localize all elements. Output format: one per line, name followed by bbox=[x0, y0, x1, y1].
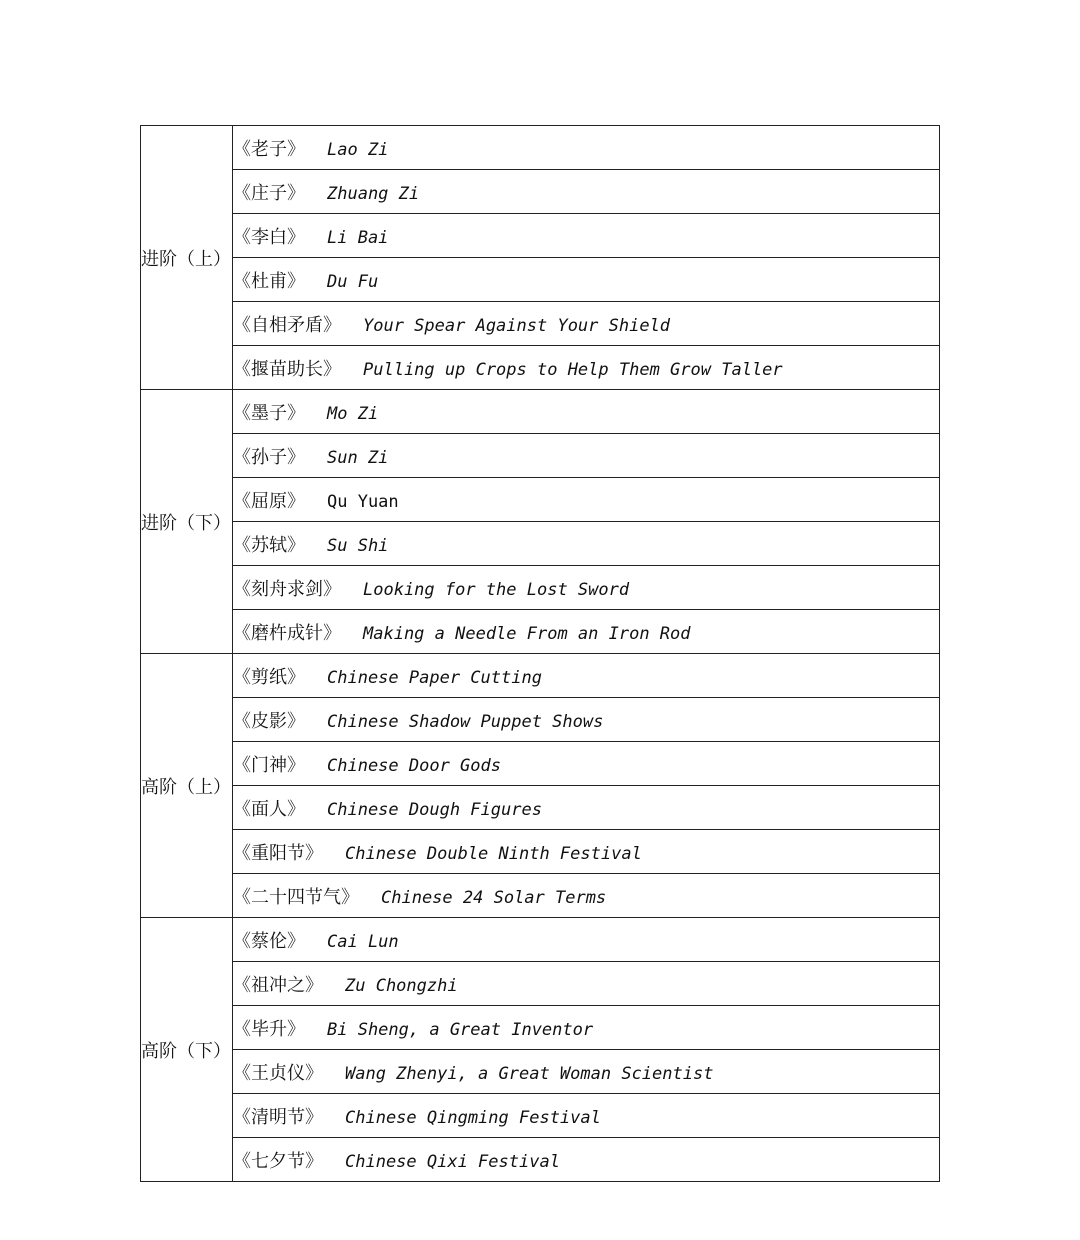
table-row bbox=[141, 434, 940, 478]
table-row bbox=[141, 1094, 940, 1138]
table-row bbox=[141, 786, 940, 830]
lesson-title-chinese: 《李白》 bbox=[233, 226, 305, 248]
lesson-title-english: Zhuang Zi bbox=[327, 183, 420, 204]
lesson-title-chinese: 《七夕节》 bbox=[233, 1150, 323, 1172]
lesson-title-cell bbox=[233, 1006, 940, 1050]
lesson-title-english: Chinese Door Gods bbox=[327, 755, 501, 776]
table-row bbox=[141, 742, 940, 786]
table-row bbox=[141, 258, 940, 302]
lesson-title-cell bbox=[233, 1138, 940, 1182]
lesson-title-cell bbox=[233, 258, 940, 302]
lesson-title-cell bbox=[233, 302, 940, 346]
table-row bbox=[141, 214, 940, 258]
lesson-title-chinese: 《毕升》 bbox=[233, 1018, 305, 1040]
lesson-title-chinese: 《清明节》 bbox=[233, 1106, 323, 1128]
lesson-title-cell bbox=[233, 918, 940, 962]
lesson-title-cell bbox=[233, 1094, 940, 1138]
lesson-title-chinese: 《苏轼》 bbox=[233, 534, 305, 556]
table-row bbox=[141, 830, 940, 874]
level-label: 高阶（上） bbox=[141, 654, 233, 918]
table-row bbox=[141, 302, 940, 346]
table-row bbox=[141, 1050, 940, 1094]
lesson-title-cell bbox=[233, 434, 940, 478]
lesson-title-chinese: 《磨杵成针》 bbox=[233, 622, 341, 644]
lesson-title-cell bbox=[233, 786, 940, 830]
lesson-title-english: Chinese Double Ninth Festival bbox=[345, 843, 642, 864]
lesson-title-english: Chinese Qixi Festival bbox=[345, 1151, 560, 1172]
lesson-title-chinese: 《庄子》 bbox=[233, 182, 305, 204]
lesson-title-cell bbox=[233, 1050, 940, 1094]
lesson-title-chinese: 《二十四节气》 bbox=[233, 886, 359, 908]
lesson-title-chinese: 《剪纸》 bbox=[233, 666, 305, 688]
lesson-title-chinese: 《孙子》 bbox=[233, 446, 305, 468]
lesson-title-chinese: 《刻舟求剑》 bbox=[233, 578, 341, 600]
table-row bbox=[141, 918, 940, 962]
lesson-title-chinese: 《屈原》 bbox=[233, 490, 305, 512]
lesson-title-chinese: 《老子》 bbox=[233, 138, 305, 160]
lesson-title-cell bbox=[233, 698, 940, 742]
level-label: 高阶（下） bbox=[141, 918, 233, 1182]
lesson-title-english: Qu Yuan bbox=[327, 491, 399, 512]
lesson-title-chinese: 《门神》 bbox=[233, 754, 305, 776]
lesson-title-english: Chinese 24 Solar Terms bbox=[381, 887, 607, 908]
lesson-title-cell bbox=[233, 126, 940, 170]
lesson-title-chinese: 《揠苗助长》 bbox=[233, 358, 341, 380]
lesson-title-cell bbox=[233, 610, 940, 654]
lesson-title-chinese: 《蔡伦》 bbox=[233, 930, 305, 952]
lesson-title-chinese: 《杜甫》 bbox=[233, 270, 305, 292]
lesson-title-chinese: 《祖冲之》 bbox=[233, 974, 323, 996]
table-row bbox=[141, 390, 940, 434]
lesson-title-cell bbox=[233, 214, 940, 258]
curriculum-table-body bbox=[141, 126, 940, 1182]
table-row bbox=[141, 170, 940, 214]
lesson-title-cell bbox=[233, 170, 940, 214]
lesson-title-cell bbox=[233, 830, 940, 874]
lesson-title-english: Su Shi bbox=[327, 535, 389, 556]
table-row bbox=[141, 346, 940, 390]
table-row bbox=[141, 610, 940, 654]
lesson-title-cell bbox=[233, 522, 940, 566]
lesson-title-cell bbox=[233, 742, 940, 786]
lesson-title-english: Du Fu bbox=[327, 271, 379, 292]
lesson-title-english: Wang Zhenyi, a Great Woman Scientist bbox=[345, 1063, 714, 1084]
lesson-title-english: Zu Chongzhi bbox=[345, 975, 458, 996]
lesson-title-english: Your Spear Against Your Shield bbox=[363, 315, 671, 336]
table-row bbox=[141, 1006, 940, 1050]
table-row bbox=[141, 1138, 940, 1182]
lesson-title-cell bbox=[233, 478, 940, 522]
lesson-title-chinese: 《皮影》 bbox=[233, 710, 305, 732]
lesson-title-english: Li Bai bbox=[327, 227, 389, 248]
table-row bbox=[141, 478, 940, 522]
lesson-title-cell bbox=[233, 874, 940, 918]
lesson-title-chinese: 《面人》 bbox=[233, 798, 305, 820]
lesson-title-chinese: 《自相矛盾》 bbox=[233, 314, 341, 336]
lesson-title-english: Sun Zi bbox=[327, 447, 389, 468]
curriculum-table bbox=[140, 125, 940, 1182]
lesson-title-cell bbox=[233, 390, 940, 434]
lesson-title-english: Chinese Dough Figures bbox=[327, 799, 542, 820]
level-label: 进阶（上） bbox=[141, 126, 233, 390]
lesson-title-english: Chinese Shadow Puppet Shows bbox=[327, 711, 604, 732]
lesson-title-chinese: 《重阳节》 bbox=[233, 842, 323, 864]
lesson-title-english: Chinese Paper Cutting bbox=[327, 667, 542, 688]
lesson-title-english: Bi Sheng, a Great Inventor bbox=[327, 1019, 594, 1040]
lesson-title-english: Making a Needle From an Iron Rod bbox=[363, 623, 691, 644]
table-row bbox=[141, 698, 940, 742]
lesson-title-cell bbox=[233, 346, 940, 390]
level-label: 进阶（下） bbox=[141, 390, 233, 654]
table-row bbox=[141, 962, 940, 1006]
lesson-title-english: Looking for the Lost Sword bbox=[363, 579, 630, 600]
table-row bbox=[141, 874, 940, 918]
lesson-title-cell bbox=[233, 962, 940, 1006]
table-row bbox=[141, 566, 940, 610]
lesson-title-cell bbox=[233, 566, 940, 610]
lesson-title-english: Lao Zi bbox=[327, 139, 389, 160]
lesson-title-english: Mo Zi bbox=[327, 403, 379, 424]
lesson-title-english: Cai Lun bbox=[327, 931, 399, 952]
table-row bbox=[141, 126, 940, 170]
lesson-title-english: Pulling up Crops to Help Them Grow Taller bbox=[363, 359, 783, 380]
lesson-title-cell bbox=[233, 654, 940, 698]
lesson-title-english: Chinese Qingming Festival bbox=[345, 1107, 601, 1128]
table-row bbox=[141, 654, 940, 698]
lesson-title-chinese: 《墨子》 bbox=[233, 402, 305, 424]
table-row bbox=[141, 522, 940, 566]
lesson-title-chinese: 《王贞仪》 bbox=[233, 1062, 323, 1084]
